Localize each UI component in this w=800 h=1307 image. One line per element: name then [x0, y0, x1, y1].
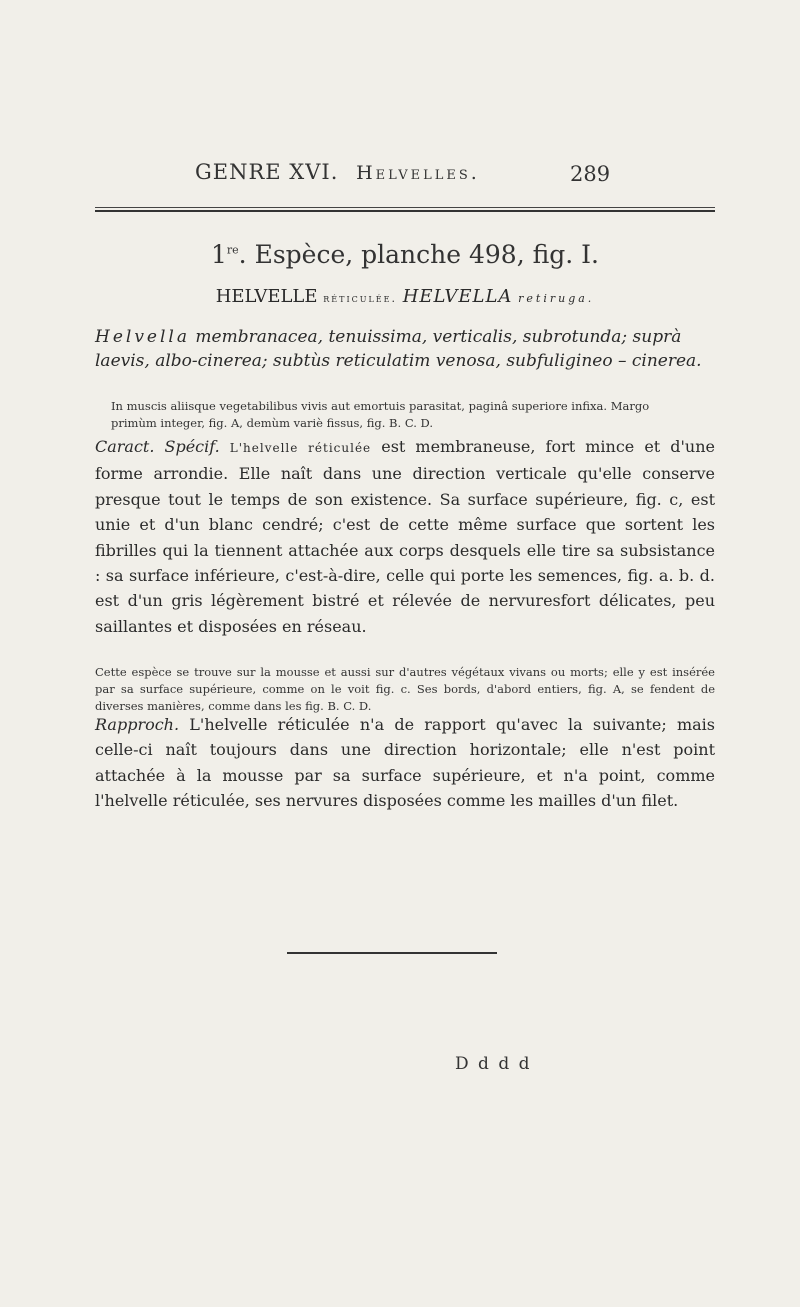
header-rule	[95, 207, 715, 212]
habitat-note	[95, 664, 715, 715]
latin-note-line-1: In muscis aliisque vegetabilibus vivis aut emortuis parasitat, paginâ superiore infixa. Margo	[111, 399, 650, 413]
rapproch-label: Rapproch.	[95, 715, 180, 734]
species-ordinal-sup: re	[226, 243, 239, 257]
rapproch-text: L'helvelle réticulée n'a de rapport qu'avec la suivante; mais celle-ci naît toujours dans une direction horizontale; elle n'est point attachée à la mousse par sa surface supérieure, et n'a point, comme l'helvelle réticulée, ses nervures disposées comme les mailles d'un filet.	[95, 715, 715, 811]
species-ordinal: 1	[210, 240, 227, 269]
genus-name-fr: HELVELLE	[215, 286, 318, 307]
latin-diagnosis	[95, 325, 715, 373]
caract-species-name: L'helvelle réticulée	[229, 441, 372, 455]
genus-name-lat: HELVELLA	[402, 286, 513, 307]
specific-characters-paragraph	[95, 434, 715, 639]
running-head-section: Helvelles.	[356, 162, 480, 184]
comparison-paragraph	[95, 712, 715, 814]
epithet-name-fr: réticulée.	[323, 292, 397, 305]
epithet-name-lat: retiruga.	[518, 292, 595, 305]
diagnosis-text: membranacea, tenuissima, verticalis, subrotunda; suprà laevis, albo-cinerea; subtùs reticulatim venosa, subfuligineo – cinerea.	[95, 327, 702, 371]
habitat-note-text: Cette espèce se trouve sur la mousse et aussi sur d'autres végétaux vivans ou morts; elle y est insérée par sa surface supérieure, comme on le voit fig. c. Ses bords, d'abord entiers, fig. A, se fendent de diverses manières, comme dans les fig. B. C. D.	[95, 665, 715, 713]
latin-note-line-2: primùm integer, fig. A, demùm variè fissus, fig. B. C. D.	[111, 416, 433, 430]
caract-text: est membraneuse, fort mince et d'une forme arrondie. Elle naît dans une direction verticale qu'elle conserve presque tout le temps de son existence. Sa surface supérieure, fig. c, est unie et d'un blanc cendré; c'est de cette même surface que sortent les fibrilles qui la tiennent attachée aux corps desquels elle tire sa subsistance : sa surface inférieure, c'est-à-dire, celle qui porte les semences, fig. a. b. d. est d'un gris légèrement bistré et rélevée de nervuresfort délicates, peu saillantes et disposées en réseau.	[95, 437, 716, 636]
signature-mark: D d d d	[455, 1054, 532, 1074]
species-name-line	[95, 286, 715, 307]
species-heading	[95, 240, 715, 269]
running-head	[195, 160, 615, 184]
diagnosis-genus: Helvella	[95, 327, 190, 347]
end-rule	[287, 952, 497, 954]
caract-label: Caract. Spécif.	[95, 437, 220, 456]
latin-note	[95, 398, 715, 432]
species-heading-text: . Espèce, planche 498, fig. I.	[238, 240, 599, 269]
page-number: 289	[570, 162, 611, 186]
running-head-genus: GENRE XVI.	[195, 160, 339, 184]
